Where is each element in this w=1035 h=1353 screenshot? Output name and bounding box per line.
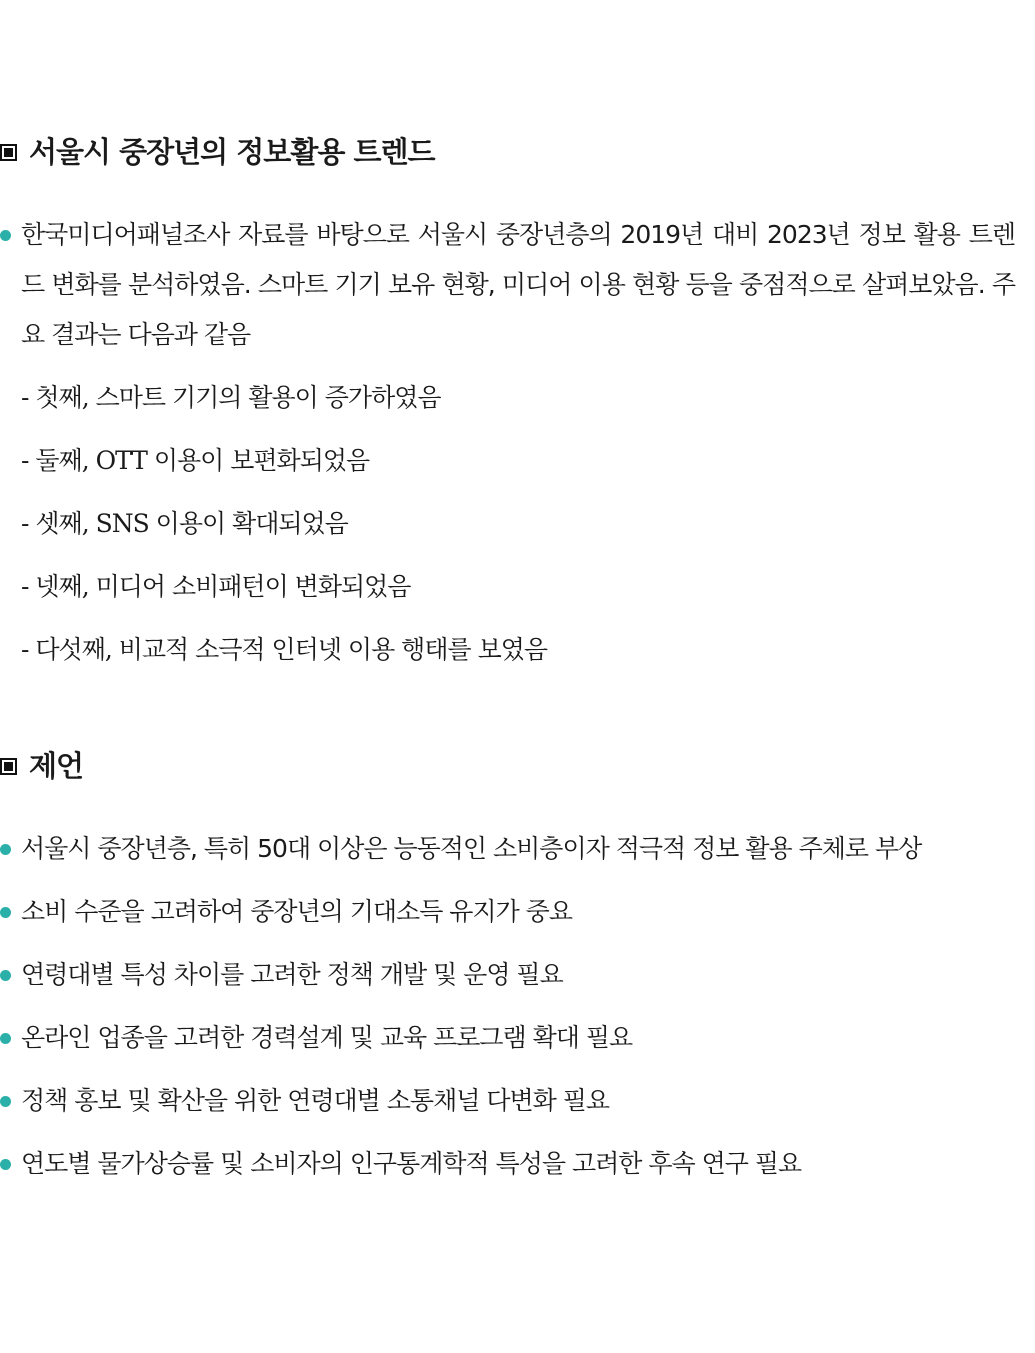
bullet-dot-icon — [0, 230, 11, 241]
section-title-trends — [0, 134, 435, 170]
proposal-item: 연령대별 특성 차이를 고려한 정책 개발 및 운영 필요 — [0, 950, 1015, 1000]
finding-item: - 셋째, SNS 이용이 확대되었음 — [21, 509, 348, 538]
bullet-dot-icon — [0, 1033, 11, 1044]
bullet-dot-icon — [0, 1159, 11, 1170]
summary-paragraph: 한국미디어패널조사 자료를 바탕으로 서울시 중장년층의 2019년 대비 2023년 정보 활용 트렌드 변화를 분석하였음. 스마트 기기 보유 현황, 미디어 이용 현황 등을 중점적으로 살펴보았음. 주요 결과는 다음과 같음 — [0, 210, 1015, 360]
proposal-item: 서울시 중장년층, 특히 50대 이상은 능동적인 소비층이자 적극적 정보 활용 주체로 부상 — [0, 824, 1015, 874]
proposal-item: 연도별 물가상승률 및 소비자의 인구통계학적 특성을 고려한 후속 연구 필요 — [0, 1139, 1015, 1189]
section-title-proposals — [0, 748, 83, 784]
bullet-dot-icon — [0, 844, 11, 855]
finding-item: - 넷째, 미디어 소비패턴이 변화되었음 — [21, 572, 411, 601]
bullet-dot-icon — [0, 907, 11, 918]
square-bullet-icon — [0, 144, 17, 161]
proposal-item: 정책 홍보 및 확산을 위한 연령대별 소통채널 다변화 필요 — [0, 1076, 1015, 1126]
finding-item: - 둘째, OTT 이용이 보편화되었음 — [21, 446, 370, 475]
bullet-dot-icon — [0, 1096, 11, 1107]
bullet-dot-icon — [0, 970, 11, 981]
proposal-item: 소비 수준을 고려하여 중장년의 기대소득 유지가 중요 — [0, 887, 1015, 937]
finding-item: - 다섯째, 비교적 소극적 인터넷 이용 행태를 보였음 — [21, 635, 548, 664]
section-title-text: 제언 — [29, 749, 84, 783]
proposal-item: 온라인 업종을 고려한 경력설계 및 교육 프로그램 확대 필요 — [0, 1013, 1015, 1063]
finding-item: - 첫째, 스마트 기기의 활용이 증가하였음 — [21, 383, 441, 412]
section-title-text: 서울시 중장년의 정보활용 트렌드 — [29, 135, 435, 169]
square-bullet-icon — [0, 758, 17, 775]
